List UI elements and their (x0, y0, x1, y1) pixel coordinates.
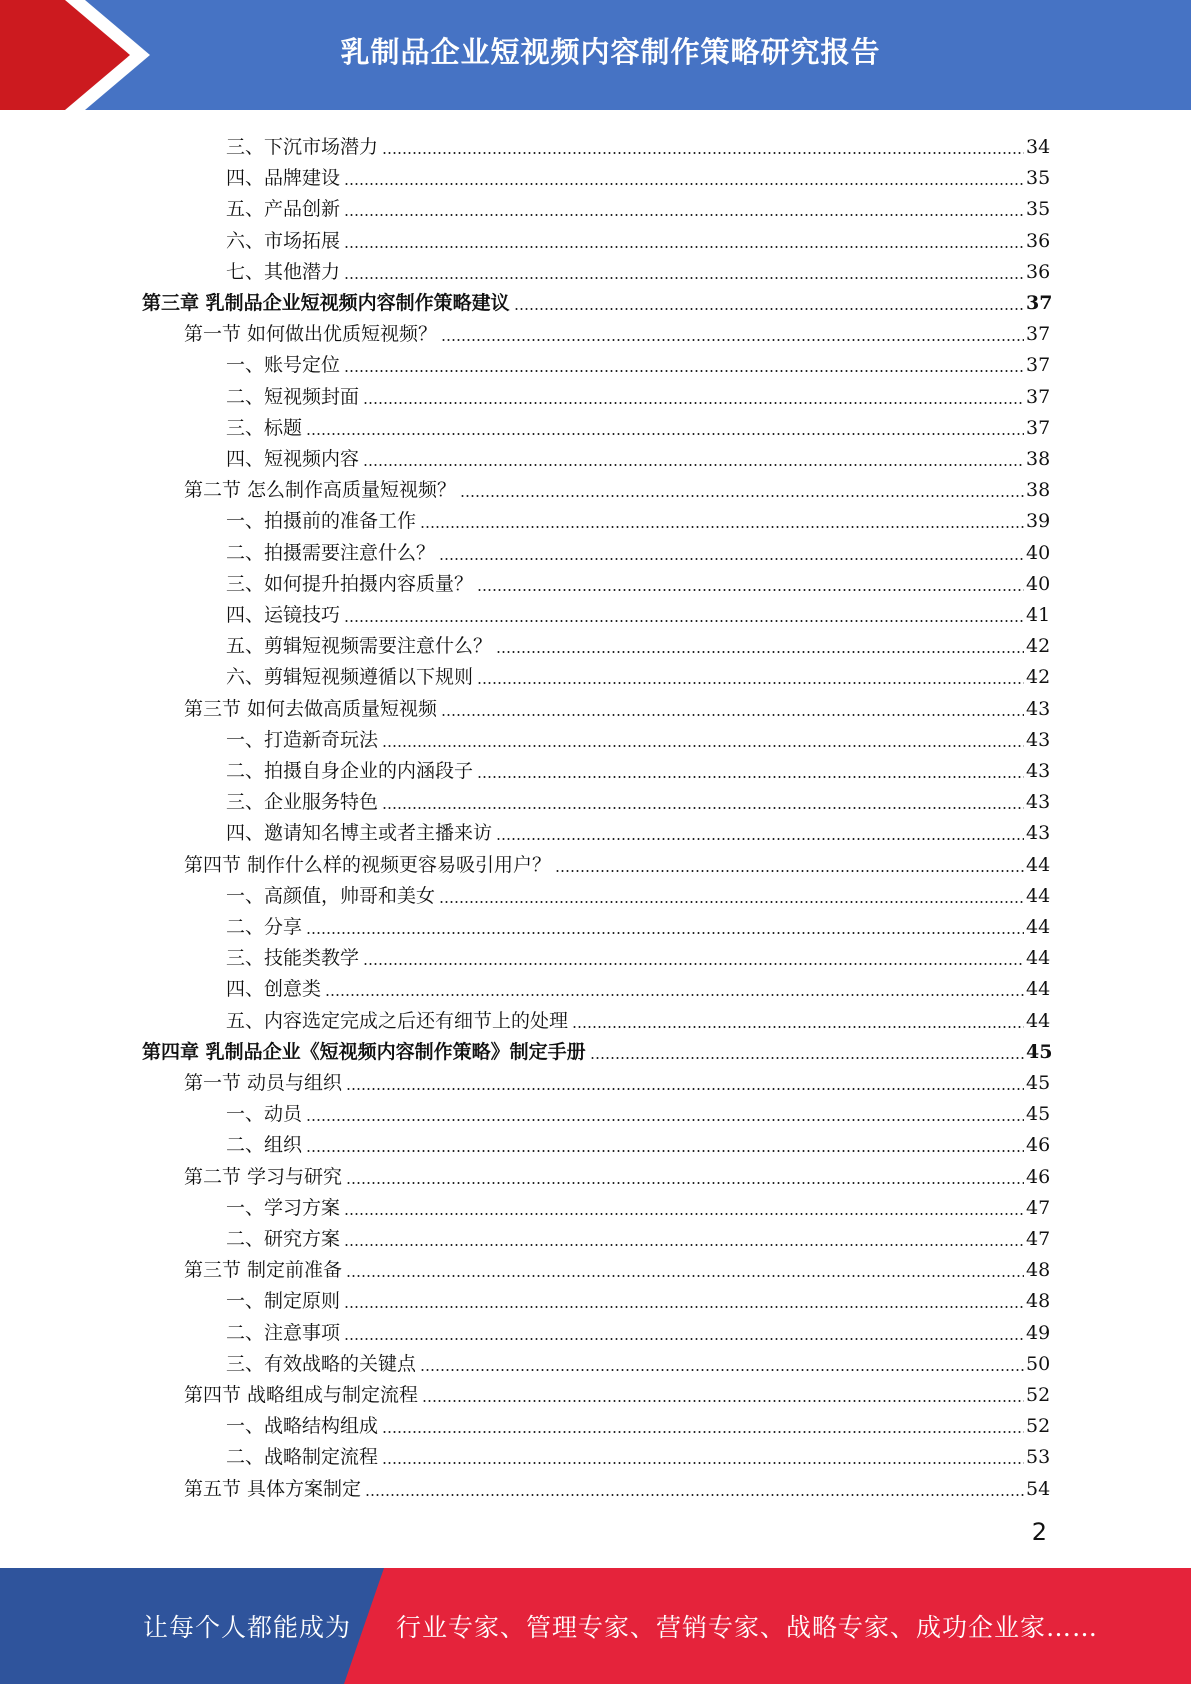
toc-entry-page: 47 (1026, 1228, 1051, 1250)
toc-dot-leader (325, 994, 1024, 996)
toc-entry-label: 第三章 乳制品企业短视频内容制作策略建议 (142, 292, 510, 314)
toc-entry-label: 三、标题 (226, 416, 303, 439)
toc-entry-label: 第四节 制作什么样的视频更容易吸引用户？ (184, 853, 552, 876)
toc-dot-leader (365, 1494, 1024, 1496)
toc-entry-label: 七、其他潜力 (226, 260, 341, 283)
toc-subsection[interactable] (0, 1126, 1051, 1157)
toc-entry-label: 第三节 如何去做高质量短视频 (184, 697, 438, 720)
toc-subsection[interactable] (0, 908, 1051, 939)
toc-entry-label: 六、剪辑短视频遵循以下规则 (226, 666, 474, 689)
toc-section[interactable] (0, 1158, 1051, 1189)
toc-entry-label: 三、下沉市场潜力 (226, 136, 379, 158)
toc-entry-page: 46 (1026, 1165, 1051, 1188)
toc-dot-leader (306, 1150, 1024, 1152)
toc-entry-label: 一、动员 (226, 1103, 303, 1126)
report-title: 乳制品企业短视频内容制作策略研究报告 (340, 34, 881, 69)
toc-dot-leader (306, 433, 1024, 435)
toc-entry-label: 二、组织 (226, 1134, 303, 1157)
toc-entry-page: 48 (1026, 1290, 1051, 1313)
toc-subsection[interactable] (0, 534, 1051, 565)
toc-subsection[interactable] (0, 190, 1051, 221)
toc-entry-page: 43 (1026, 697, 1051, 720)
toc-entry-page: 35 (1026, 167, 1051, 190)
toc-dot-leader (441, 339, 1024, 341)
toc-entry-page: 42 (1026, 635, 1051, 658)
toc-dot-leader (590, 1057, 1024, 1059)
toc-dot-leader (439, 901, 1024, 903)
toc-subsection[interactable] (0, 752, 1051, 783)
toc-subsection[interactable] (0, 783, 1051, 814)
toc-subsection[interactable] (0, 877, 1051, 908)
toc-entry-label: 一、战略结构组成 (226, 1415, 379, 1438)
page-number: 2 (1031, 1518, 1047, 1546)
toc-entry-page: 34 (1026, 136, 1051, 158)
toc-subsection[interactable] (0, 596, 1051, 627)
toc-section[interactable] (0, 690, 1051, 721)
toc-subsection[interactable] (0, 1345, 1051, 1376)
toc-subsection[interactable] (0, 814, 1051, 845)
toc-subsection[interactable] (0, 627, 1051, 658)
toc-dot-leader (344, 620, 1024, 622)
toc-dot-leader (344, 183, 1024, 185)
toc-chapter[interactable] (0, 1033, 1053, 1064)
toc-entry-label: 四、运镜技巧 (226, 604, 341, 626)
toc-entry-label: 二、拍摄自身企业的内涵段子 (226, 760, 474, 782)
toc-subsection[interactable] (0, 440, 1051, 471)
toc-entry-label: 一、拍摄前的准备工作 (226, 510, 417, 533)
toc-entry-label: 二、战略制定流程 (226, 1446, 379, 1469)
toc-dot-leader (496, 651, 1024, 653)
toc-entry-label: 一、高颜值，帅哥和美女 (226, 884, 436, 907)
toc-entry-page: 45 (1026, 1040, 1053, 1063)
toc-dot-leader (514, 308, 1024, 310)
toc-entry-label: 三、企业服务特色 (226, 791, 379, 814)
toc-subsection[interactable] (0, 159, 1051, 190)
toc-subsection[interactable] (0, 346, 1051, 377)
toc-entry-label: 四、品牌建设 (226, 167, 341, 190)
toc-dot-leader (344, 1306, 1024, 1308)
toc-entry-page: 45 (1026, 1072, 1051, 1094)
toc-entry-page: 38 (1026, 479, 1051, 502)
toc-dot-leader (382, 152, 1024, 154)
toc-dot-leader (344, 1213, 1024, 1215)
toc-subsection[interactable] (0, 1282, 1051, 1313)
toc-section[interactable] (0, 1064, 1051, 1095)
toc-subsection[interactable] (0, 409, 1051, 440)
toc-entry-label: 第一节 如何做出优质短视频？ (184, 323, 438, 346)
toc-dot-leader (439, 558, 1024, 560)
toc-entry-page: 52 (1026, 1384, 1051, 1406)
toc-subsection[interactable] (0, 1095, 1051, 1126)
toc-entry-label: 五、内容选定完成之后还有细节上的处理 (226, 1009, 569, 1032)
toc-entry-page: 43 (1026, 791, 1051, 814)
toc-dot-leader (420, 1369, 1024, 1371)
toc-entry-label: 一、制定原则 (226, 1290, 341, 1313)
toc-entry-label: 二、研究方案 (226, 1228, 341, 1250)
toc-entry-page: 37 (1026, 323, 1051, 346)
toc-entry-label: 一、学习方案 (226, 1196, 341, 1219)
toc-entry-label: 五、剪辑短视频需要注意什么？ (226, 635, 493, 658)
toc-subsection[interactable] (0, 1002, 1051, 1033)
toc-entry-page: 44 (1026, 947, 1051, 970)
toc-entry-page: 35 (1026, 198, 1051, 221)
toc-entry-label: 一、打造新奇玩法 (226, 728, 379, 751)
toc-section[interactable] (0, 315, 1051, 346)
toc-dot-leader (441, 714, 1024, 716)
toc-entry-page: 43 (1026, 728, 1051, 751)
toc-dot-leader (344, 1244, 1024, 1246)
toc-entry-label: 二、分享 (226, 916, 303, 938)
toc-section[interactable] (0, 846, 1051, 877)
toc-entry-page: 53 (1026, 1446, 1051, 1469)
toc-entry-page: 37 (1026, 354, 1051, 377)
toc-dot-leader (346, 1088, 1024, 1090)
toc-dot-leader (382, 745, 1024, 747)
toc-subsection[interactable] (0, 970, 1051, 1001)
toc-subsection[interactable] (0, 1438, 1051, 1469)
toc-dot-leader (572, 1026, 1024, 1028)
toc-entry-page: 37 (1026, 385, 1051, 408)
toc-entry-page: 42 (1026, 666, 1051, 689)
toc-subsection[interactable] (0, 1220, 1051, 1251)
toc-entry-label: 四、短视频内容 (226, 448, 360, 470)
toc-dot-leader (477, 682, 1024, 684)
toc-entry-page: 54 (1026, 1477, 1051, 1500)
toc-entry-page: 39 (1026, 510, 1051, 533)
toc-entry-label: 一、账号定位 (226, 354, 341, 377)
toc-entry-page: 43 (1026, 822, 1051, 845)
toc-entry-page: 36 (1026, 260, 1051, 283)
toc-dot-leader (363, 963, 1024, 965)
toc-entry-page: 36 (1026, 229, 1051, 252)
footer-slogan-left: 让每个人都能成为 (143, 1613, 352, 1642)
toc-dot-leader (346, 1275, 1024, 1277)
toc-dot-leader (477, 589, 1024, 591)
toc-entry-page: 41 (1026, 604, 1051, 626)
toc-subsection[interactable] (0, 378, 1051, 409)
toc-entry-label: 四、邀请知名博主或者主播来访 (226, 822, 493, 845)
toc-entry-label: 五、产品创新 (226, 198, 341, 221)
toc-dot-leader (363, 402, 1024, 404)
toc-entry-label: 第一节 动员与组织 (184, 1072, 343, 1094)
toc-entry-page: 43 (1026, 760, 1051, 782)
toc-dot-leader (382, 1462, 1024, 1464)
toc-dot-leader (496, 838, 1024, 840)
toc-section[interactable] (0, 1470, 1051, 1501)
toc-dot-leader (460, 495, 1024, 497)
toc-dot-leader (477, 776, 1024, 778)
toc-entry-page: 44 (1026, 1009, 1051, 1032)
toc-entry-page: 40 (1026, 572, 1051, 595)
toc-entry-page: 44 (1026, 853, 1051, 876)
toc-entry-page: 50 (1026, 1352, 1051, 1375)
toc-chapter[interactable] (0, 284, 1053, 315)
toc-dot-leader (306, 1119, 1024, 1121)
toc-subsection[interactable] (0, 222, 1051, 253)
page-footer (0, 1568, 1191, 1684)
toc-entry-label: 二、短视频封面 (226, 385, 360, 408)
toc-dot-leader (420, 526, 1024, 528)
toc-entry-label: 六、市场拓展 (226, 229, 341, 252)
toc-section[interactable] (0, 471, 1051, 502)
toc-dot-leader (344, 246, 1024, 248)
toc-section[interactable] (0, 1251, 1051, 1282)
toc-entry-label: 四、创意类 (226, 978, 322, 1001)
toc-entry-page: 48 (1026, 1259, 1051, 1282)
toc-section[interactable] (0, 1376, 1051, 1407)
toc-entry-label: 二、注意事项 (226, 1321, 341, 1344)
toc-entry-page: 46 (1026, 1134, 1051, 1157)
toc-dot-leader (382, 1431, 1024, 1433)
toc-dot-leader (555, 870, 1024, 872)
toc-entry-label: 二、拍摄需要注意什么？ (226, 541, 436, 564)
toc-entry-label: 第二节 学习与研究 (184, 1165, 343, 1188)
toc-subsection[interactable] (0, 502, 1051, 533)
toc-entry-label: 第五节 具体方案制定 (184, 1477, 362, 1500)
toc-entry-page: 37 (1026, 292, 1053, 314)
toc-subsection[interactable] (0, 939, 1051, 970)
footer-slogan-right: 行业专家、管理专家、营销专家、战略专家、成功企业家…… (396, 1613, 1099, 1642)
toc-entry-page: 40 (1026, 541, 1051, 564)
toc-entry-page: 49 (1026, 1321, 1051, 1344)
toc-dot-leader (344, 277, 1024, 279)
toc-entry-page: 52 (1026, 1415, 1051, 1438)
toc-dot-leader (422, 1400, 1024, 1402)
toc-subsection[interactable] (0, 1314, 1051, 1345)
toc-subsection[interactable] (0, 565, 1051, 596)
toc-entry-page: 44 (1026, 978, 1051, 1001)
toc-subsection[interactable] (0, 658, 1051, 689)
toc-entry-label: 第四章 乳制品企业《短视频内容制作策略》制定手册 (142, 1040, 586, 1063)
toc-entry-page: 45 (1026, 1103, 1051, 1126)
toc-subsection[interactable] (0, 253, 1051, 284)
toc-entry-page: 47 (1026, 1196, 1051, 1219)
toc-subsection[interactable] (0, 721, 1051, 752)
page-header (0, 0, 1191, 110)
toc-subsection[interactable] (0, 1407, 1051, 1438)
toc-entry-label: 第三节 制定前准备 (184, 1259, 343, 1282)
toc-entry-page: 38 (1026, 448, 1051, 470)
toc-dot-leader (344, 370, 1024, 372)
toc-entry-page: 37 (1026, 416, 1051, 439)
toc-entry-label: 三、有效战略的关键点 (226, 1352, 417, 1375)
toc-subsection[interactable] (0, 128, 1051, 159)
toc-subsection[interactable] (0, 1189, 1051, 1220)
toc-entry-label: 三、技能类教学 (226, 947, 360, 970)
toc-dot-leader (306, 932, 1024, 934)
toc-dot-leader (346, 1182, 1024, 1184)
toc-dot-leader (344, 214, 1024, 216)
toc-entry-label: 第二节 怎么制作高质量短视频？ (184, 479, 457, 502)
toc-entry-page: 44 (1026, 884, 1051, 907)
toc-dot-leader (382, 807, 1024, 809)
toc-dot-leader (344, 1338, 1024, 1340)
toc-entry-page: 44 (1026, 916, 1051, 938)
toc-dot-leader (363, 464, 1024, 466)
toc-entry-label: 三、如何提升拍摄内容质量？ (226, 572, 474, 595)
toc-entry-label: 第四节 战略组成与制定流程 (184, 1384, 419, 1406)
